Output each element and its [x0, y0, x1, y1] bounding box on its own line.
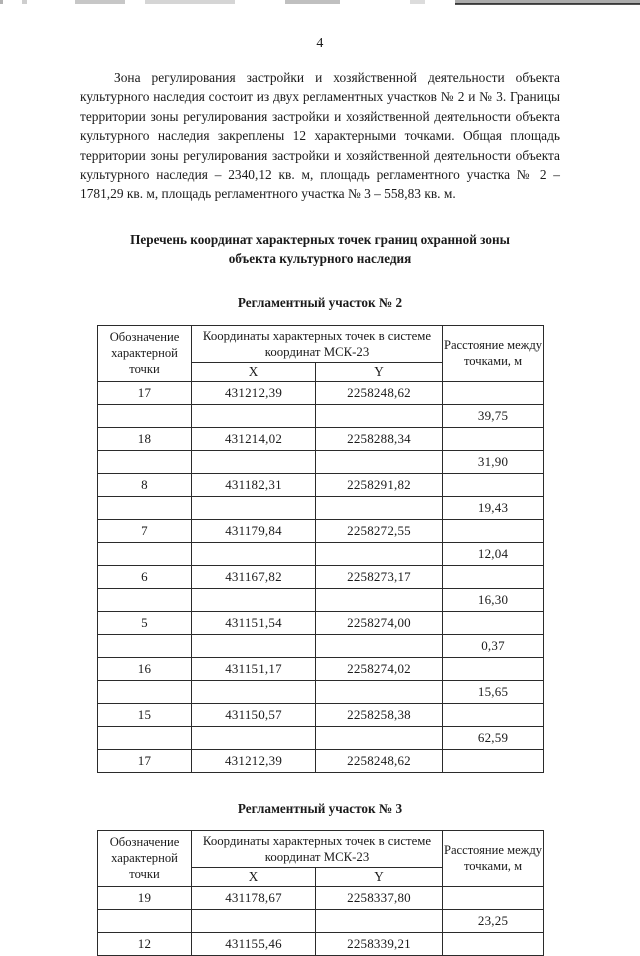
cell-x: 431150,57	[192, 703, 316, 726]
cell-point-empty	[98, 496, 192, 519]
cell-distance-empty	[443, 519, 544, 542]
coordinates-table-plot-2	[97, 325, 544, 773]
cell-y-empty	[316, 680, 443, 703]
table-row	[98, 542, 544, 565]
cell-point-empty	[98, 542, 192, 565]
cell-distance-empty	[443, 749, 544, 772]
header-coordinates: Координаты характерных точек в системе координат МСК-23	[192, 830, 443, 867]
cell-point-empty	[98, 450, 192, 473]
cell-y-empty	[316, 588, 443, 611]
header-point-designation: Обозначение характерной точки	[98, 830, 192, 886]
coordinates-table-plot-3	[97, 830, 544, 956]
cell-x-empty	[192, 909, 316, 932]
table-row	[98, 496, 544, 519]
cell-y-empty	[316, 909, 443, 932]
header-distance: Расстояние между точками, м	[443, 325, 544, 381]
table-body	[98, 886, 544, 955]
cell-y: 2258288,34	[316, 427, 443, 450]
cell-distance: 23,25	[443, 909, 544, 932]
cell-distance-empty	[443, 381, 544, 404]
cell-x-empty	[192, 404, 316, 427]
table-row	[98, 565, 544, 588]
cell-point-empty	[98, 680, 192, 703]
cell-y-empty	[316, 542, 443, 565]
cell-distance: 19,43	[443, 496, 544, 519]
cell-distance: 31,90	[443, 450, 544, 473]
header-coordinates: Координаты характерных точек в системе координат МСК-23	[192, 325, 443, 362]
cell-point-label: 17	[98, 381, 192, 404]
header-axis-x: X	[192, 867, 316, 886]
cell-x-empty	[192, 634, 316, 657]
section-heading-plot-3: Регламентный участок № 3	[237, 800, 403, 816]
cell-distance: 62,59	[443, 726, 544, 749]
table-head	[98, 325, 544, 381]
cell-point-empty	[98, 634, 192, 657]
table-row	[98, 657, 544, 680]
cell-y-empty	[316, 726, 443, 749]
body-paragraph: Зона регулирования застройки и хозяйственной деятельности объекта культурного наследия состоит из двух регламентных участков № 2 и № 3. Границы территории зоны регулирования застройки и хозяйственной деятельности объекта культурного наследия закреплены 12 характерными точками. Общая площадь территории зоны регулирования застройки и хозяйственной деятельности объекта культурного наследия – 2340,12 кв. м, площадь регламентного участка № 2 – 1781,29 кв. м, площадь регламентного участка № 3 – 558,83 кв. м.	[80, 70, 560, 202]
cell-x-empty	[192, 542, 316, 565]
cell-x: 431167,82	[192, 565, 316, 588]
cell-distance: 0,37	[443, 634, 544, 657]
table-row	[98, 680, 544, 703]
cell-distance-empty	[443, 611, 544, 634]
cell-x-empty	[192, 680, 316, 703]
cell-x: 431151,54	[192, 611, 316, 634]
cell-x: 431151,17	[192, 657, 316, 680]
cell-y-empty	[316, 450, 443, 473]
cell-point-label: 7	[98, 519, 192, 542]
table-body	[98, 381, 544, 772]
cell-distance: 16,30	[443, 588, 544, 611]
table-row	[98, 588, 544, 611]
cell-x-empty	[192, 726, 316, 749]
page-title-line-2: объекта культурного наследия	[228, 250, 412, 266]
cell-y-empty	[316, 634, 443, 657]
cell-x: 431155,46	[192, 932, 316, 955]
cell-y-empty	[316, 496, 443, 519]
table-row	[98, 932, 544, 955]
table-row	[98, 404, 544, 427]
table-row	[98, 611, 544, 634]
cell-y: 2258291,82	[316, 473, 443, 496]
cell-distance-empty	[443, 473, 544, 496]
header-point-designation: Обозначение характерной точки	[98, 325, 192, 381]
cell-x: 431179,84	[192, 519, 316, 542]
table-row	[98, 726, 544, 749]
cell-x: 431212,39	[192, 381, 316, 404]
cell-point-label: 6	[98, 565, 192, 588]
cell-point-empty	[98, 726, 192, 749]
cell-distance-empty	[443, 657, 544, 680]
table-row	[98, 909, 544, 932]
section-heading-plot-2: Регламентный участок № 2	[237, 294, 403, 310]
cell-point-label: 12	[98, 932, 192, 955]
cell-y-empty	[316, 404, 443, 427]
cell-x: 431212,39	[192, 749, 316, 772]
cell-point-label: 16	[98, 657, 192, 680]
cell-point-label: 17	[98, 749, 192, 772]
cell-x: 431214,02	[192, 427, 316, 450]
cell-y: 2258274,00	[316, 611, 443, 634]
cell-point-label: 18	[98, 427, 192, 450]
cell-y: 2258248,62	[316, 749, 443, 772]
cell-distance-empty	[443, 565, 544, 588]
table-row	[98, 519, 544, 542]
table-header-row-1	[98, 830, 544, 867]
table-row	[98, 749, 544, 772]
page-number: 4	[316, 36, 324, 51]
cell-y: 2258273,17	[316, 565, 443, 588]
table-header-row-1	[98, 325, 544, 362]
header-axis-x: X	[192, 362, 316, 381]
table-row	[98, 450, 544, 473]
cell-point-empty	[98, 588, 192, 611]
cell-point-label: 15	[98, 703, 192, 726]
table-row	[98, 427, 544, 450]
cell-point-label: 5	[98, 611, 192, 634]
table-row	[98, 634, 544, 657]
table-row	[98, 473, 544, 496]
cell-point-label: 8	[98, 473, 192, 496]
cell-y: 2258339,21	[316, 932, 443, 955]
table-head	[98, 830, 544, 886]
cell-x-empty	[192, 450, 316, 473]
cell-y: 2258258,38	[316, 703, 443, 726]
cell-distance: 15,65	[443, 680, 544, 703]
cell-distance: 39,75	[443, 404, 544, 427]
table-row	[98, 886, 544, 909]
table-row	[98, 381, 544, 404]
cell-point-empty	[98, 404, 192, 427]
cell-x: 431182,31	[192, 473, 316, 496]
cell-y: 2258272,55	[316, 519, 443, 542]
cell-x-empty	[192, 588, 316, 611]
header-axis-y: Y	[316, 362, 443, 381]
cell-point-label: 19	[98, 886, 192, 909]
cell-y: 2258248,62	[316, 381, 443, 404]
cell-distance-empty	[443, 886, 544, 909]
table-row	[98, 703, 544, 726]
cell-distance-empty	[443, 932, 544, 955]
header-axis-y: Y	[316, 867, 443, 886]
cell-y: 2258274,02	[316, 657, 443, 680]
page-title-line-1: Перечень координат характерных точек границ охранной зоны	[130, 231, 510, 247]
cell-distance-empty	[443, 427, 544, 450]
cell-point-empty	[98, 909, 192, 932]
cell-x: 431178,67	[192, 886, 316, 909]
cell-x-empty	[192, 496, 316, 519]
cell-distance: 12,04	[443, 542, 544, 565]
cell-distance-empty	[443, 703, 544, 726]
cell-y: 2258337,80	[316, 886, 443, 909]
header-distance: Расстояние между точками, м	[443, 830, 544, 886]
